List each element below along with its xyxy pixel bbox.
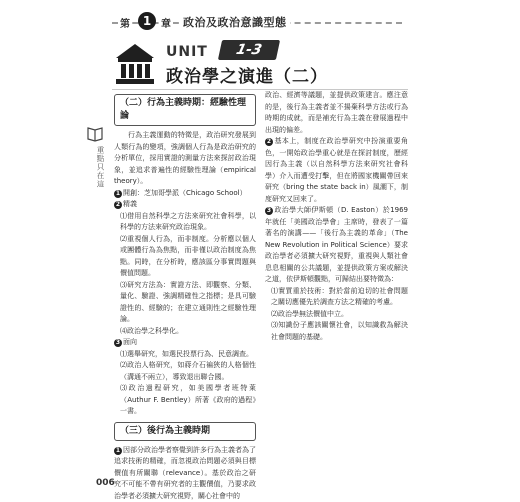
point-1 (114, 188, 256, 200)
point-1-text: 開創：芝加哥學派（Chicago School） (123, 189, 247, 197)
section-heading-post-behavioralism: （三）後行為主義時期 (114, 422, 256, 441)
unit-title: 政治學之演進（二） (166, 62, 328, 87)
book-icon (86, 124, 104, 142)
point-2-text: 精義 (123, 200, 137, 208)
number-badge: 2 (265, 138, 273, 146)
point-2-post (265, 136, 408, 205)
point-text: 因部分政治學者察覺到許多行為主義者為了追求技術的精確，而忽視政治問題必須與目標價值有所關聯（relevance）。基於政治之研究不可能不帶有研究者的主觀價值，乃要求政治學者必須擴大研究視野，關心社會中的 (114, 446, 256, 500)
sub-point: ⑵政治人格研究，如蔣介石褊狹的人格個性（溝通不兩立），導致退出聯合國。 (114, 360, 256, 383)
sub-point: ⑴借用自然科學之方法來研究社會科學，以科學的方法來研究政治現象。 (114, 211, 256, 234)
unit-number-badge: 1-3 (218, 40, 280, 60)
left-column (114, 90, 256, 502)
sub-point: ⑴實質重於技術：對於當前迫切的社會問題之關切應優先於調查方法之精確的考慮。 (265, 286, 408, 309)
number-badge: 1 (114, 447, 122, 455)
number-badge: 3 (114, 339, 122, 347)
chapter-number-badge: 1 (138, 12, 156, 30)
sub-point: ⑶政治過程研究，如美國學者班特萊（Authur F. Bentley）所著《政府的過程》一書。 (114, 383, 256, 418)
point-3-post (265, 205, 408, 286)
number-badge: 1 (114, 190, 122, 198)
sub-point: ⑶知識份子應該關懷社會，以知識救為解決社會問題的基礎。 (265, 320, 408, 343)
paragraph-intro: 行為主義運動的特徵是，政治研究發展到人類行為的變項，強調個人行為是政治研究的分析單位，採用實證的測量方法來探討政治現象，並追求普遍性的經驗性理論（empirical theory）。 (114, 130, 256, 188)
point-text: 政治學大師伊斯頓（D. Easton）於1969年就任「美國政治學會」主席時，發表了一篇著名的演講——「後行為主義的革命」（The New Revolution in Political Science）要求政治學者必須擴大研究視野，重視與人類社會息息相關的公共議題，並提供政策方案或解決之道，依伊斯頓觀點，可歸結出要特徵為： (265, 206, 408, 283)
section-heading-behavioralism: （二）行為主義時期：經驗性理論 (114, 94, 256, 126)
building-icon (112, 40, 158, 86)
number-badge: 3 (265, 207, 273, 215)
chapter-suffix: 章 (159, 15, 173, 30)
sub-point: ⑶研究方法為：實證方法、即觀察、分類、量化、驗證、強調精確性之指標；是具可驗證性的、經驗的；在建立通則性之經驗性理論。 (114, 280, 256, 326)
unit-label: UNIT (166, 44, 208, 60)
chapter-header (112, 12, 412, 32)
point-3 (114, 337, 256, 349)
paragraph-continued: 政治、經濟等議題，並提供政策建言。應注意的是，後行為主義者並不揚棄科學方法或行為時期的成就，而是補充行為主義在發展過程中出現的偏差。 (265, 90, 408, 136)
sub-point: ⑷政治學之科學化。 (114, 326, 256, 338)
side-note-label: 重點只在這 (90, 146, 106, 189)
sub-point: ⑵政治學無法價值中立。 (265, 309, 408, 321)
point-2 (114, 199, 256, 211)
point-3-text: 面向 (123, 338, 137, 346)
number-badge: 2 (114, 201, 122, 209)
point-text: 基本上，制度在政治學研究中扮演重要角色，一開始政治學重心就是在探討制度，歷經因行為主義（以自然科學方法來研究社會科學）介入而遭受打擊，但在將國家機關帶回來研究（bring the state back in）風潮下，制度研究又回來了。 (265, 137, 408, 203)
page-number: 006 (96, 478, 115, 488)
chapter-prefix: 第 (118, 15, 132, 30)
point-1-post (114, 445, 256, 502)
sub-point: ⑴選舉研究，如選民投票行為、民意調查。 (114, 349, 256, 361)
chapter-title: 政治及政治意識型態 (180, 14, 290, 30)
sub-point: ⑵重視個人行為，而非制度。分析應以個人或團體行為為焦點，而非僅以政治制度為焦點。同時，在分析時，應該區分事實問題與價值問題。 (114, 234, 256, 280)
right-column (265, 90, 408, 343)
